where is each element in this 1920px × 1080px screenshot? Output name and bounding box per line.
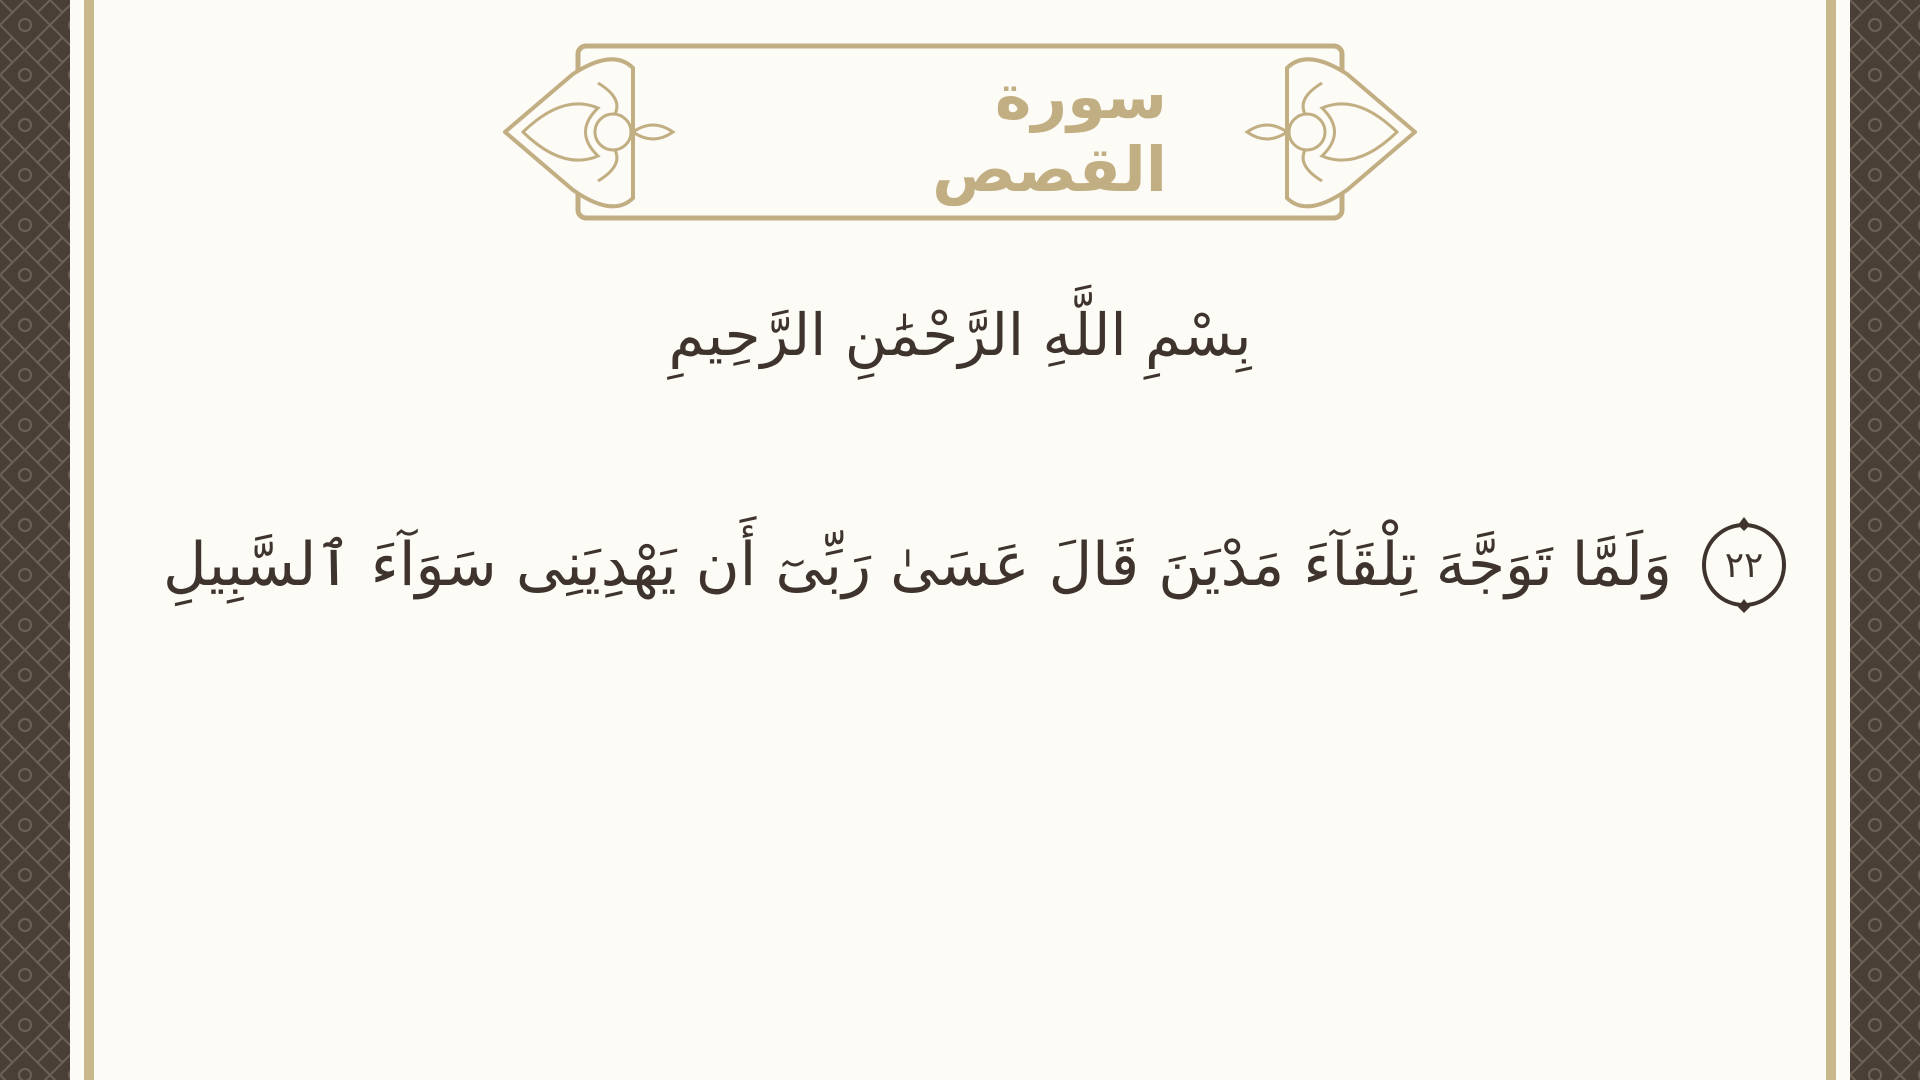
surah-title: سورة القصص — [932, 60, 1167, 206]
left-ornamental-border — [0, 0, 70, 1080]
right-ornamental-border — [1850, 0, 1920, 1080]
right-gold-rule — [1826, 0, 1836, 1080]
left-gold-rule — [84, 0, 94, 1080]
verse-line — [150, 505, 1805, 625]
right-border-pattern — [1850, 0, 1920, 1080]
verse-number: ٢٢ — [1724, 544, 1764, 586]
verse-text: وَلَمَّا تَوَجَّهَ تِلْقَآءَ مَدْيَنَ قَالَ عَسَىٰ رَبِّىٓ أَن يَهْدِيَنِى سَوَآءَ ٱلسَّبِيلِ — [162, 530, 1673, 600]
surah-title-frame — [503, 38, 1417, 228]
basmala: بِسْمِ اللَّهِ الرَّحْمَٰنِ الرَّحِيمِ — [668, 301, 1252, 369]
left-border-pattern — [0, 0, 70, 1080]
ayah-end-marker-icon — [1696, 515, 1792, 615]
